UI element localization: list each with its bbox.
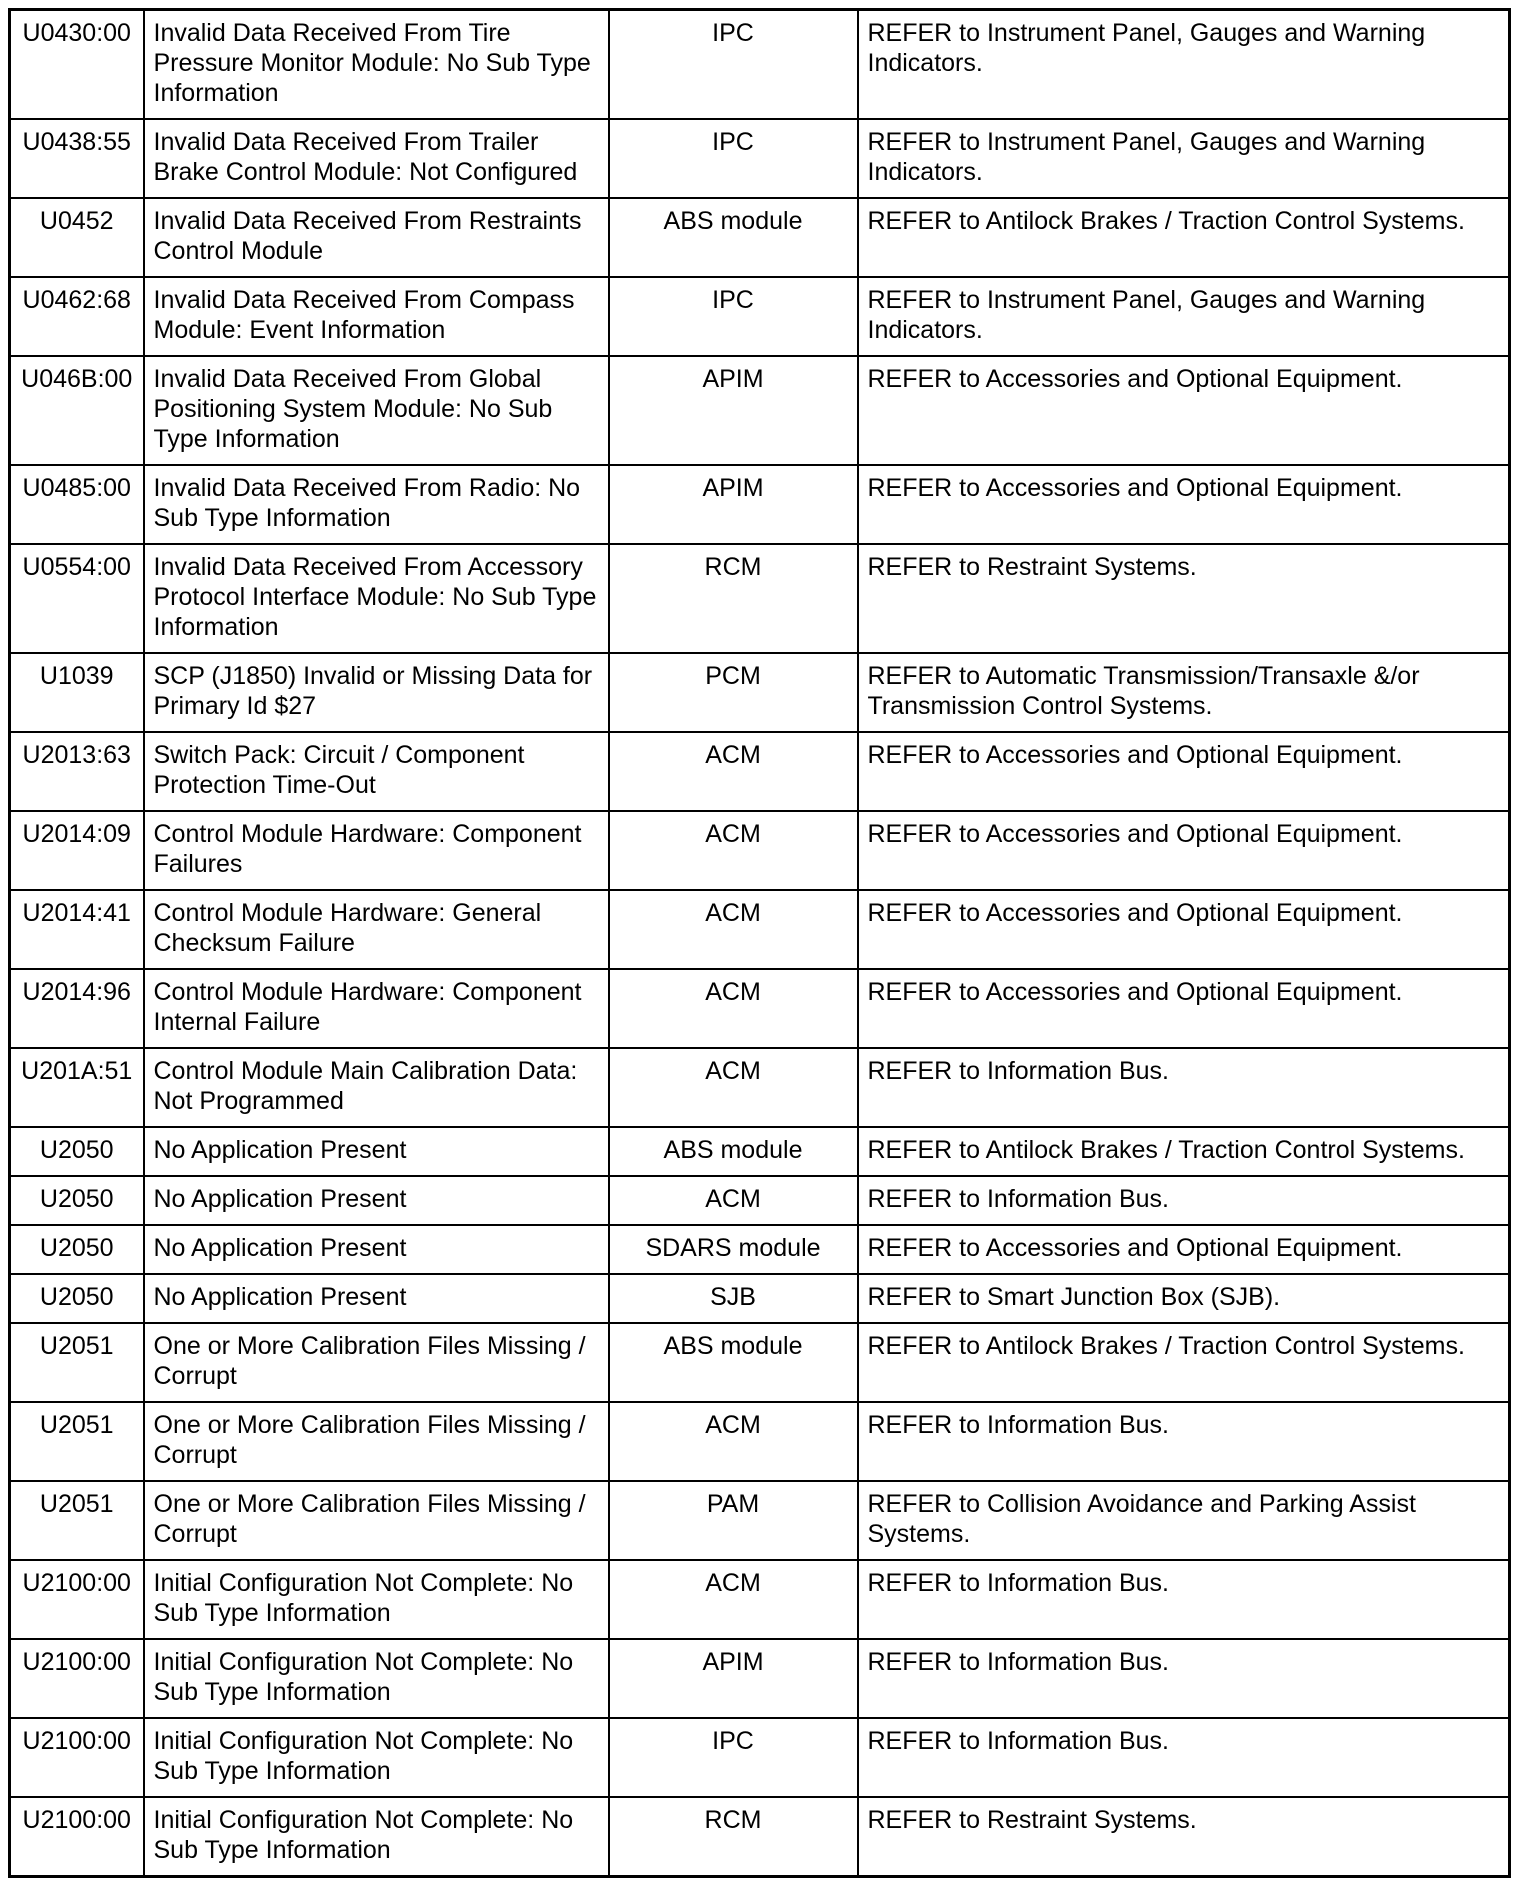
dtc-code: U0485:00	[10, 465, 144, 544]
dtc-code: U2100:00	[10, 1797, 144, 1877]
dtc-action: REFER to Accessories and Optional Equipment.	[858, 890, 1510, 969]
dtc-code: U2051	[10, 1481, 144, 1560]
dtc-action: REFER to Automatic Transmission/Transaxle &/or Transmission Control Systems.	[858, 653, 1510, 732]
dtc-code: U2100:00	[10, 1718, 144, 1797]
dtc-module: ACM	[609, 1176, 858, 1225]
dtc-description: Invalid Data Received From Radio: No Sub Type Information	[144, 465, 609, 544]
dtc-action: REFER to Information Bus.	[858, 1176, 1510, 1225]
dtc-module: ACM	[609, 1560, 858, 1639]
dtc-code: U2050	[10, 1176, 144, 1225]
dtc-module: PAM	[609, 1481, 858, 1560]
table-row	[10, 277, 1510, 356]
dtc-module: IPC	[609, 10, 858, 120]
dtc-code: U1039	[10, 653, 144, 732]
dtc-action: REFER to Antilock Brakes / Traction Control Systems.	[858, 198, 1510, 277]
dtc-description: One or More Calibration Files Missing / Corrupt	[144, 1402, 609, 1481]
dtc-description: No Application Present	[144, 1127, 609, 1176]
dtc-description: Invalid Data Received From Restraints Control Module	[144, 198, 609, 277]
dtc-description: Invalid Data Received From Compass Module: Event Information	[144, 277, 609, 356]
table-row	[10, 1560, 1510, 1639]
dtc-code: U201A:51	[10, 1048, 144, 1127]
dtc-code: U2013:63	[10, 732, 144, 811]
dtc-description: Control Module Main Calibration Data: Not Programmed	[144, 1048, 609, 1127]
dtc-action: REFER to Instrument Panel, Gauges and Warning Indicators.	[858, 119, 1510, 198]
dtc-module: SJB	[609, 1274, 858, 1323]
table-row	[10, 1481, 1510, 1560]
table-row	[10, 1797, 1510, 1877]
dtc-description: Control Module Hardware: Component Failures	[144, 811, 609, 890]
dtc-module: RCM	[609, 1797, 858, 1877]
dtc-description: SCP (J1850) Invalid or Missing Data for Primary Id $27	[144, 653, 609, 732]
dtc-description: No Application Present	[144, 1274, 609, 1323]
dtc-module: ABS module	[609, 1323, 858, 1402]
dtc-code: U2014:96	[10, 969, 144, 1048]
table-row	[10, 10, 1510, 120]
dtc-description: Control Module Hardware: Component Internal Failure	[144, 969, 609, 1048]
dtc-code: U0430:00	[10, 10, 144, 120]
dtc-module: ACM	[609, 811, 858, 890]
table-row	[10, 1718, 1510, 1797]
table-row	[10, 811, 1510, 890]
table-row	[10, 1274, 1510, 1323]
dtc-code: U2014:41	[10, 890, 144, 969]
dtc-code: U0462:68	[10, 277, 144, 356]
dtc-module: APIM	[609, 465, 858, 544]
dtc-action: REFER to Information Bus.	[858, 1402, 1510, 1481]
dtc-code: U2051	[10, 1323, 144, 1402]
dtc-module: ACM	[609, 1402, 858, 1481]
dtc-action: REFER to Information Bus.	[858, 1048, 1510, 1127]
dtc-action: REFER to Collision Avoidance and Parking Assist Systems.	[858, 1481, 1510, 1560]
dtc-action: REFER to Accessories and Optional Equipment.	[858, 732, 1510, 811]
table-row	[10, 890, 1510, 969]
dtc-code: U2050	[10, 1127, 144, 1176]
dtc-description: One or More Calibration Files Missing / Corrupt	[144, 1323, 609, 1402]
dtc-code: U046B:00	[10, 356, 144, 465]
table-row	[10, 1127, 1510, 1176]
dtc-description: Switch Pack: Circuit / Component Protection Time-Out	[144, 732, 609, 811]
dtc-module: IPC	[609, 119, 858, 198]
dtc-description: Initial Configuration Not Complete: No Sub Type Information	[144, 1718, 609, 1797]
dtc-action: REFER to Accessories and Optional Equipment.	[858, 465, 1510, 544]
dtc-code: U0452	[10, 198, 144, 277]
dtc-action: REFER to Accessories and Optional Equipment.	[858, 1225, 1510, 1274]
dtc-table-body	[10, 10, 1510, 1877]
dtc-description: Initial Configuration Not Complete: No Sub Type Information	[144, 1560, 609, 1639]
table-row	[10, 1225, 1510, 1274]
dtc-action: REFER to Restraint Systems.	[858, 1797, 1510, 1877]
dtc-code: U2100:00	[10, 1560, 144, 1639]
dtc-action: REFER to Antilock Brakes / Traction Control Systems.	[858, 1127, 1510, 1176]
dtc-module: IPC	[609, 277, 858, 356]
dtc-module: IPC	[609, 1718, 858, 1797]
dtc-action: REFER to Information Bus.	[858, 1560, 1510, 1639]
dtc-description: No Application Present	[144, 1176, 609, 1225]
dtc-action: REFER to Accessories and Optional Equipment.	[858, 969, 1510, 1048]
table-row	[10, 1176, 1510, 1225]
dtc-action: REFER to Information Bus.	[858, 1639, 1510, 1718]
table-row	[10, 1323, 1510, 1402]
dtc-code: U0554:00	[10, 544, 144, 653]
dtc-module: ACM	[609, 1048, 858, 1127]
dtc-action: REFER to Antilock Brakes / Traction Control Systems.	[858, 1323, 1510, 1402]
dtc-description: Invalid Data Received From Accessory Protocol Interface Module: No Sub Type Information	[144, 544, 609, 653]
dtc-module: APIM	[609, 1639, 858, 1718]
table-row	[10, 356, 1510, 465]
dtc-module: ABS module	[609, 198, 858, 277]
dtc-module: ACM	[609, 732, 858, 811]
table-row	[10, 1402, 1510, 1481]
dtc-action: REFER to Restraint Systems.	[858, 544, 1510, 653]
dtc-code: U2050	[10, 1225, 144, 1274]
dtc-description: One or More Calibration Files Missing / Corrupt	[144, 1481, 609, 1560]
dtc-table	[8, 8, 1511, 1878]
dtc-action: REFER to Instrument Panel, Gauges and Warning Indicators.	[858, 277, 1510, 356]
dtc-code: U2051	[10, 1402, 144, 1481]
dtc-description: Initial Configuration Not Complete: No Sub Type Information	[144, 1797, 609, 1877]
table-row	[10, 1639, 1510, 1718]
table-row	[10, 198, 1510, 277]
table-row	[10, 732, 1510, 811]
dtc-description: Invalid Data Received From Trailer Brake Control Module: Not Configured	[144, 119, 609, 198]
dtc-action: REFER to Accessories and Optional Equipment.	[858, 356, 1510, 465]
table-row	[10, 544, 1510, 653]
dtc-module: SDARS module	[609, 1225, 858, 1274]
dtc-description: No Application Present	[144, 1225, 609, 1274]
dtc-description: Invalid Data Received From Global Positioning System Module: No Sub Type Information	[144, 356, 609, 465]
dtc-module: ACM	[609, 969, 858, 1048]
table-row	[10, 1048, 1510, 1127]
table-row	[10, 465, 1510, 544]
table-row	[10, 119, 1510, 198]
dtc-code: U2100:00	[10, 1639, 144, 1718]
table-row	[10, 653, 1510, 732]
dtc-description: Invalid Data Received From Tire Pressure Monitor Module: No Sub Type Information	[144, 10, 609, 120]
dtc-action: REFER to Information Bus.	[858, 1718, 1510, 1797]
dtc-module: ACM	[609, 890, 858, 969]
dtc-action: REFER to Instrument Panel, Gauges and Warning Indicators.	[858, 10, 1510, 120]
dtc-code: U0438:55	[10, 119, 144, 198]
dtc-module: ABS module	[609, 1127, 858, 1176]
dtc-action: REFER to Smart Junction Box (SJB).	[858, 1274, 1510, 1323]
dtc-module: RCM	[609, 544, 858, 653]
table-row	[10, 969, 1510, 1048]
dtc-description: Control Module Hardware: General Checksum Failure	[144, 890, 609, 969]
dtc-module: APIM	[609, 356, 858, 465]
dtc-description: Initial Configuration Not Complete: No Sub Type Information	[144, 1639, 609, 1718]
dtc-code: U2014:09	[10, 811, 144, 890]
dtc-code: U2050	[10, 1274, 144, 1323]
dtc-action: REFER to Accessories and Optional Equipment.	[858, 811, 1510, 890]
dtc-module: PCM	[609, 653, 858, 732]
